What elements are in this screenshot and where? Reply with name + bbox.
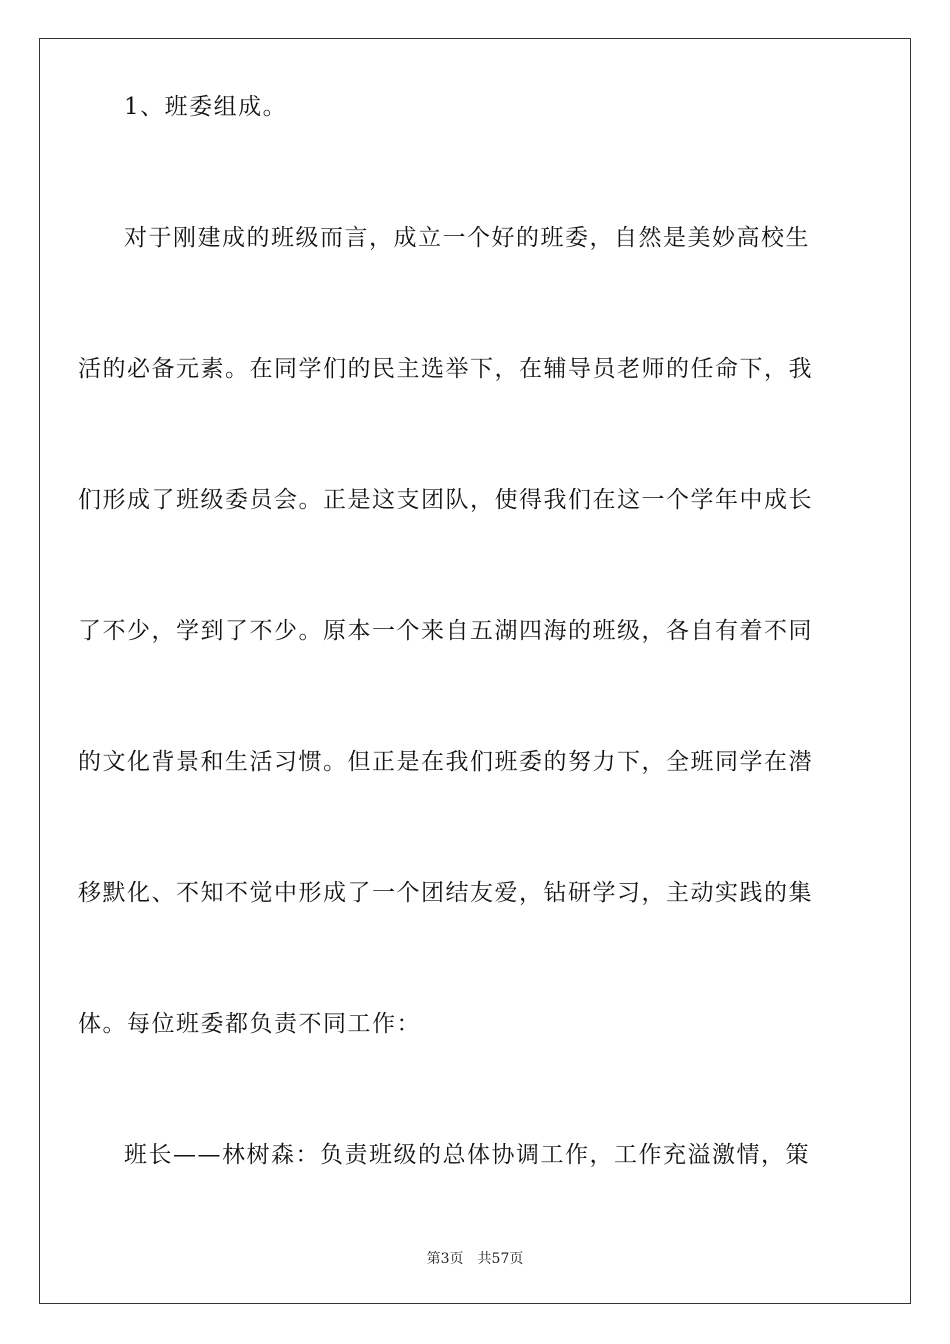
- page-total: 共57页: [477, 1251, 524, 1267]
- paragraph-heading: [78, 92, 792, 122]
- text-line: 的文化背景和生活习惯。但正是在我们班委的努力下，全班同学在潜: [78, 749, 813, 775]
- text-line: 移默化、不知不觉中形成了一个团结友爱，钻研学习，主动实践的集: [78, 880, 813, 906]
- text-line: 了不少，学到了不少。原本一个来自五湖四海的班级，各自有着不同: [78, 618, 813, 644]
- paragraph-monitor: [78, 1140, 810, 1170]
- document-body: [78, 92, 813, 1271]
- paragraph-class-committee: [78, 223, 813, 1039]
- page-number: 第3页: [426, 1251, 464, 1267]
- text-line: 班长——林树森：负责班级的总体协调工作，工作充溢激情，策: [124, 1142, 810, 1168]
- page-footer: [0, 1250, 950, 1268]
- text-line: 体。每位班委都负责不同工作：: [78, 1011, 421, 1037]
- text-line: 活的必备元素。在同学们的民主选举下，在辅导员老师的任命下，我: [78, 356, 813, 382]
- text-line: 们形成了班级委员会。正是这支团队，使得我们在这一个学年中成长: [78, 487, 813, 513]
- text-line: 1、班委组成。: [124, 94, 288, 120]
- text-line: 对于刚建成的班级而言，成立一个好的班委，自然是美妙高校生: [124, 225, 810, 251]
